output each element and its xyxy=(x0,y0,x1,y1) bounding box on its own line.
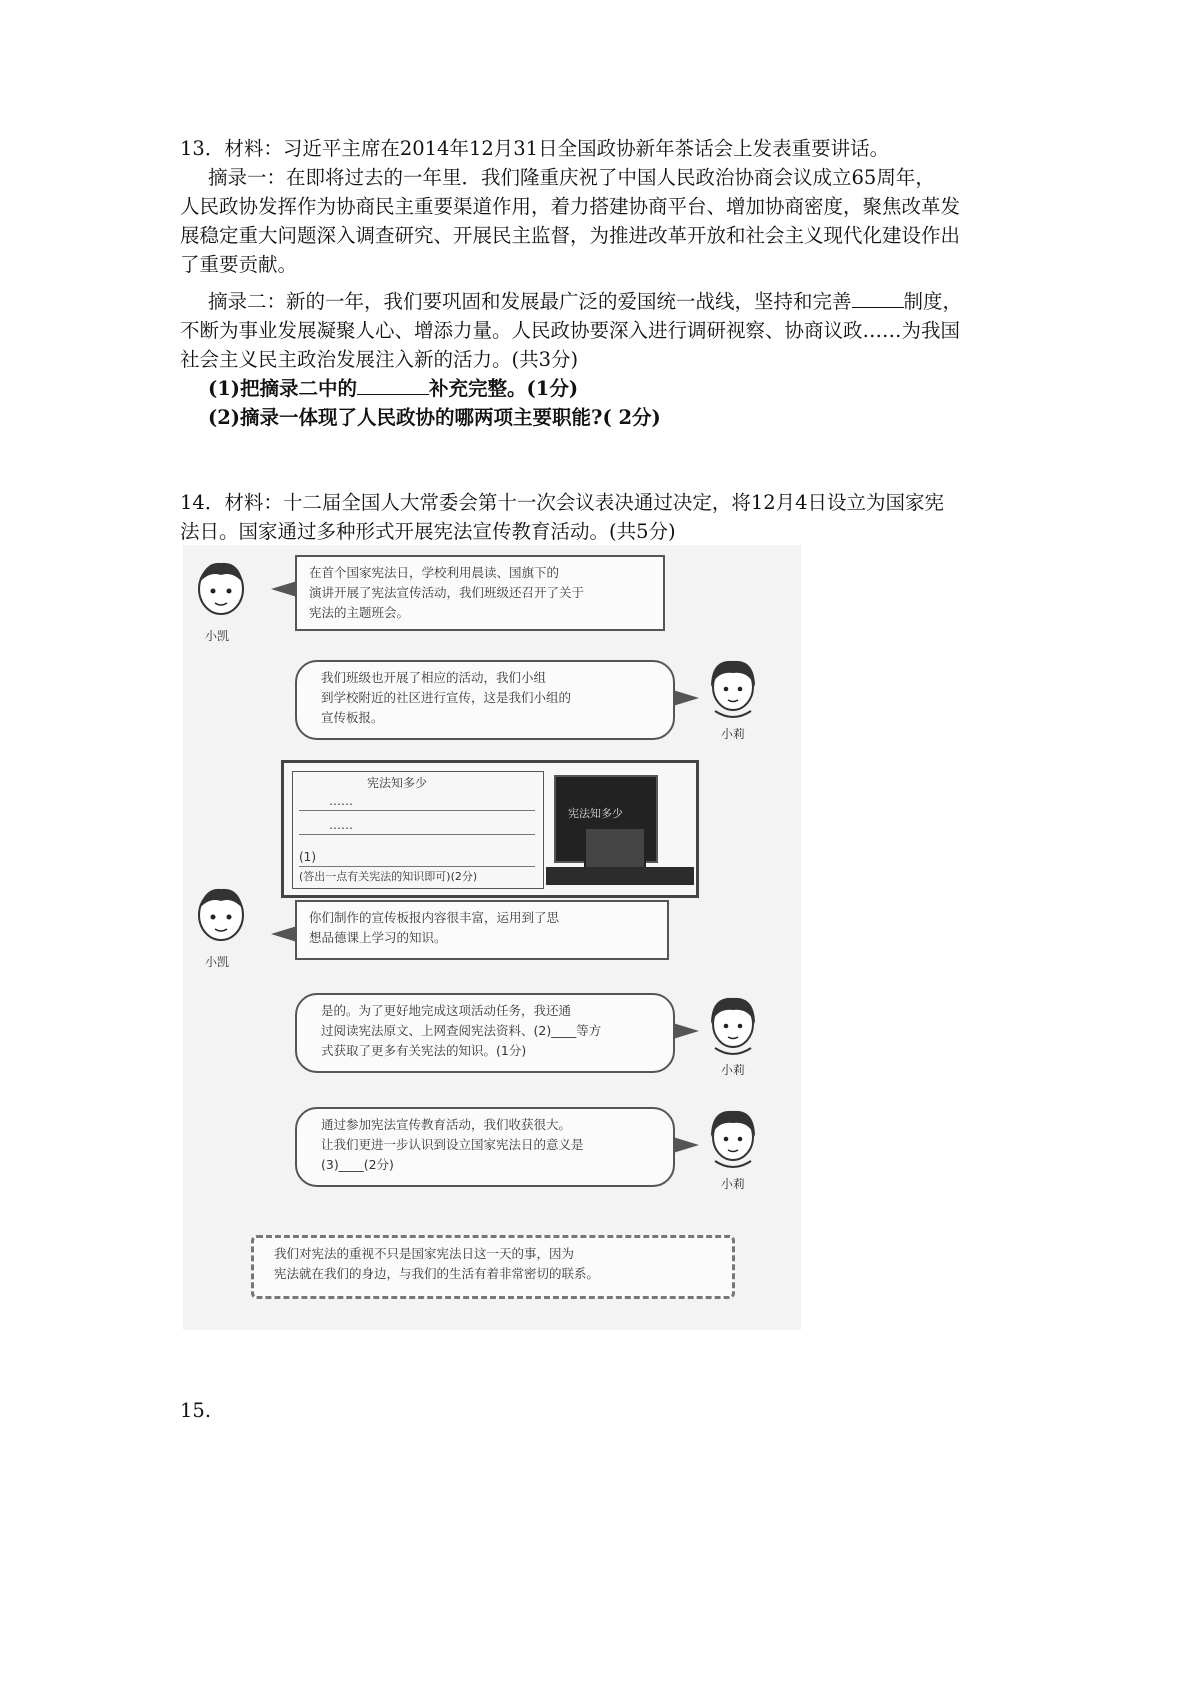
girl-avatar xyxy=(703,990,763,1060)
bubble3-line1: 你们制作的宣传板报内容很丰富，运用到了思 xyxy=(309,910,560,925)
q13-excerpt2-line1 xyxy=(208,287,1068,316)
speech-bubble-1 xyxy=(295,555,665,631)
poster-question-1: (1) xyxy=(299,850,316,864)
q13-sub1-tail: 补充完整。(1分) xyxy=(429,377,579,400)
q13-sub1-text: (1)把摘录二中的 xyxy=(208,377,358,400)
bubble1-line3: 宪法的主题班会。 xyxy=(309,605,410,620)
poster-title: 宪法知多少 xyxy=(367,776,428,790)
blackboard-text: 宪法知多少 xyxy=(568,807,623,820)
speech-bubble-2 xyxy=(295,660,675,740)
q13-excerpt2-line2: 不断为事业发展凝聚人心、增添力量。人民政协要深入进行调研视察、协商议政……为我国 xyxy=(180,319,961,342)
girl-avatar xyxy=(703,1103,763,1173)
q13-excerpt2-end: 制度， xyxy=(903,290,963,313)
q13-excerpt1-line2: 人民政协发挥作为协商民主重要渠道作用，着力搭建协商平台、增加协商密度，聚焦改革发 xyxy=(180,195,961,218)
bubble4-line3: 式获取了更多有关宪法的知识。(1分) xyxy=(321,1043,527,1058)
bubble4-line1: 是的。为了更好地完成这项活动任务，我还通 xyxy=(321,1003,572,1018)
name-xiaoli: 小莉 xyxy=(721,727,746,741)
q13-excerpt1-line4: 了重要贡献。 xyxy=(180,253,298,276)
name-xiaoli: 小莉 xyxy=(721,1177,746,1191)
banner-line2: 宪法就在我们的身边，与我们的生活有着非常密切的联系。 xyxy=(274,1266,600,1281)
poster-rule xyxy=(299,866,535,867)
summary-banner xyxy=(251,1235,735,1299)
q13-subquestion-2: (2)摘录一体现了人民政协的哪两项主要职能?( 2分) xyxy=(208,406,661,429)
bubble5-line3: (3)____(2分) xyxy=(321,1157,394,1172)
q13-material: 13．材料：习近平主席在2014年12月31日全国政协新年茶话会上发表重要讲话。 xyxy=(180,137,890,160)
q13-excerpt1-line3: 展稳定重大问题深入调查研究、开展民主监督，为推进改革开放和社会主义现代化建设作出 xyxy=(180,224,961,247)
answer-blank xyxy=(357,376,429,395)
propaganda-poster xyxy=(281,760,699,898)
desk xyxy=(546,867,694,885)
q13-subquestion-1 xyxy=(208,374,1068,403)
q13-excerpt2-line3: 社会主义民主政治发展注入新的活力。(共3分) xyxy=(180,348,579,371)
bubble2-line1: 我们班级也开展了相应的活动，我们小组 xyxy=(321,670,547,685)
name-xiaoli: 小莉 xyxy=(721,1063,746,1077)
bubble1-line1: 在首个国家宪法日，学校利用晨读、国旗下的 xyxy=(309,565,560,580)
poster-rule xyxy=(299,810,535,811)
banner-line1: 我们对宪法的重视不只是国家宪法日这一天的事，因为 xyxy=(274,1246,575,1261)
bubble2-line2: 到学校附近的社区进行宣传，这是我们小组的 xyxy=(321,690,572,705)
bubble1-line2: 演讲开展了宪法宣传活动，我们班级还召开了关于 xyxy=(309,585,585,600)
speech-bubble-5 xyxy=(295,1107,675,1187)
poster-board xyxy=(292,771,544,889)
boy-avatar xyxy=(191,557,251,623)
poster-dots-1: …… xyxy=(329,794,353,808)
name-xiaokai: 小凯 xyxy=(205,955,230,969)
q14-material-line2: 法日。国家通过多种形式开展宪法宣传教育活动。(共5分) xyxy=(180,520,676,543)
name-xiaokai: 小凯 xyxy=(205,629,230,643)
comic-figure xyxy=(183,545,801,1330)
poster-rule xyxy=(299,834,535,835)
poster-dots-2: …… xyxy=(329,818,353,832)
girl-avatar xyxy=(703,653,763,723)
poster-hint: (答出一点有关宪法的知识即可)(2分) xyxy=(299,870,478,883)
boy-avatar xyxy=(191,883,251,949)
q13-excerpt1-line1: 摘录一：在即将过去的一年里．我们隆重庆祝了中国人民政治协商会议成立65周年， xyxy=(208,166,935,189)
q14-material-line1: 14．材料：十二届全国人大常委会第十一次会议表决通过决定，将12月4日设立为国家宪 xyxy=(180,491,945,514)
speech-bubble-3 xyxy=(295,900,669,960)
q13-excerpt2-text: 摘录二：新的一年，我们要巩固和发展最广泛的爱国统一战线，坚持和完善 xyxy=(208,290,852,313)
bubble4-line2: 过阅读宪法原文、上网查阅宪法资料、(2)____等方 xyxy=(321,1023,602,1038)
answer-blank xyxy=(852,289,904,308)
q15-label: 15. xyxy=(180,1399,212,1422)
bubble2-line3: 宣传板报。 xyxy=(321,710,384,725)
bubble5-line2: 让我们更进一步认识到设立国家宪法日的意义是 xyxy=(321,1137,584,1152)
bubble3-line2: 想品德课上学习的知识。 xyxy=(309,930,447,945)
speech-bubble-4 xyxy=(295,993,675,1073)
bubble5-line1: 通过参加宪法宣传教育活动，我们收获很大。 xyxy=(321,1117,572,1132)
